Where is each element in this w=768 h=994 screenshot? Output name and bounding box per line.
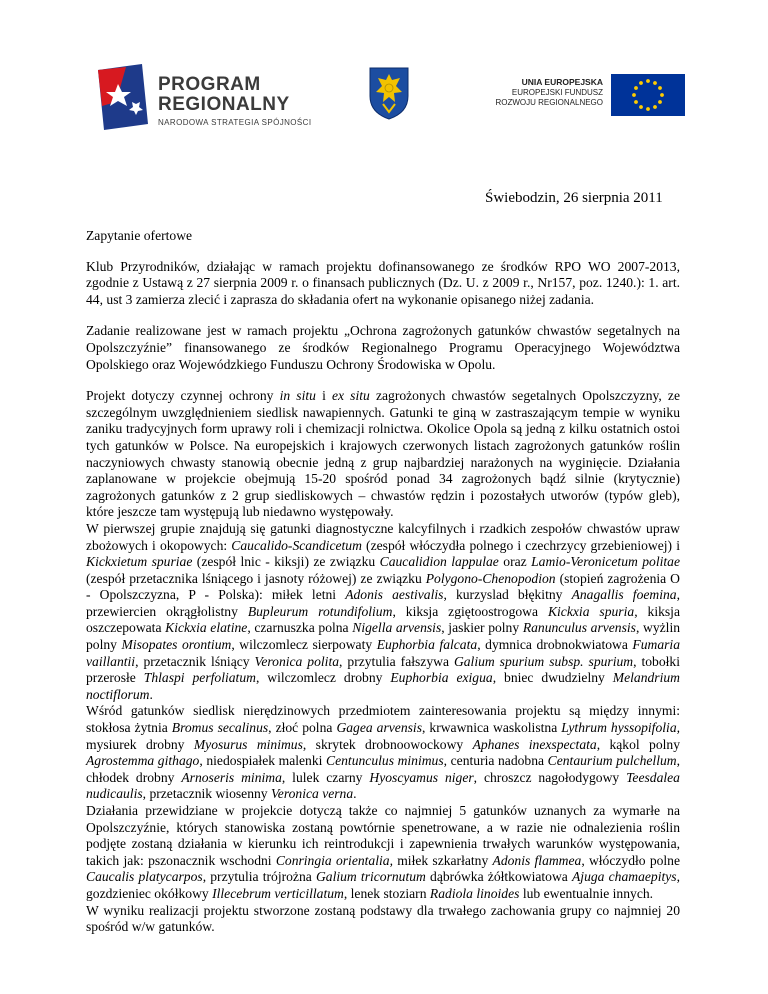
species-name: Ajuga chamaepitys [572, 869, 677, 885]
species-name: Centaurium pulchellum [547, 753, 677, 769]
species-name: Ranunculus arvensis [522, 620, 636, 636]
species-name: Caucalidion lappulae [379, 554, 499, 570]
program-logo-line1: PROGRAM [158, 74, 261, 95]
species-name: Caucalis platycarpos [86, 869, 203, 885]
outcome-paragraph: W wyniku realizacji projektu stworzone zostaną podstawy dla trwałego zachowania grupy co najmniej 20 spośród w/w gatunków. [86, 902, 680, 935]
species-name: Centunculus minimus [326, 753, 444, 769]
document-body [86, 228, 680, 936]
species-name: Kickxia elatine [165, 620, 248, 636]
species-name: Kickxia spuria [547, 603, 635, 619]
species-name: Thlaspi perfoliatum [143, 670, 256, 686]
species-name: Lythrum hyssopifolia, [561, 720, 681, 736]
species-name: Adonis flammea [492, 852, 582, 868]
eu-regional-label: ROZWOJU REGIONALNEGO [495, 98, 603, 107]
non-rendzina-species-paragraph: Wśród gatunków siedlisk nierędzinowych przedmiotem zainteresowania projektu są między innymi: stokłosa żytnia Bromus secalinus, złoć polna Gagea arvensis, krwawnica waskolistna Lythrum hyssopifolia, mysiurek drobny Myosurus minimus, skrytek drobnoowockowy Aphanes inexspectata, kąkol polny Agrostemma githago, niedospiałek malenki Centunculus minimus, centuria nadobna Centaurium pulchellum, chłodek drobny Arnoseris minima, lulek czarny Hyoscyamus niger, chroszcz nagołodygowy Teesdalea nudicaulis, przetacznik wiosenny Veronica verna. [86, 703, 681, 802]
species-name: Teesdalea nudicaulis [86, 769, 680, 802]
species-name: Conringia orientalia, [275, 852, 393, 868]
species-name: Bromus secalinus [171, 720, 269, 736]
species-name: Misopates orontium [121, 637, 232, 653]
species-name: Adonis aestivalis [345, 587, 444, 603]
species-name: Gagea arvensis [336, 720, 422, 736]
species-name: Radiola linoides [429, 885, 520, 901]
species-name: Agrostemma githago [86, 753, 200, 769]
species-name: Hyoscyamus niger [369, 769, 474, 785]
task-paragraph: Zadanie realizowane jest w ramach projektu „Ochrona zagrożonych gatunków chwastów segetalnych na Opolszczyźnie” finansowanego ze środków Regionalnego Programu Operacyjnego Województwa Opolskiego oraz Wojewódzkiego Funduszu Ochrony Środowiska w Opolu. [86, 323, 680, 372]
species-name: Galium tricornutum [315, 869, 426, 885]
species-name: Veronica polita [254, 653, 340, 669]
program-regionalny-logo-icon [96, 62, 152, 132]
extinct-species-paragraph: Działania przewidziane w projekcie dotyczą także co najmniej 5 gatunków uznanych za wymarłe na Opolszczyźnie, których stanowiska zostaną powtórnie spenetrowane, a w razie nie odnalezienia roślin podjęte zostaną działania w kierunku ich reintrodukcji i zapewnienia trwałych warunków występowania, takich jak: pszonacznik wschodni Conringia orientalia, miłek szkarłatny Adonis flammea, włóczydło polne Caucalis platycarpos, przytulia trójrożna Galium tricornutum dąbrówka żółtkowiatowa Ajuga chamaepitys, gozdzieniec okółkowy Illecebrum verticillatum, lenek stoziarn Radiola linoides lub ewentualnie innych. [86, 803, 681, 901]
program-logo-subtitle: NARODOWA STRATEGIA SPÓJNOŚCI [158, 118, 312, 127]
species-name: Nigella arvensis [352, 620, 442, 636]
eu-union-label: UNIA EUROPEJSKA [521, 77, 603, 87]
species-name: Arnoseris minima [181, 769, 282, 785]
project-description-paragraph: Projekt dotyczy czynnej ochrony in situ i ex situ zagrożonych chwastów segetalnych Opolszczyzny, ze szczególnym uwzględnieniem siedlisk nawapiennych. Gatunki te giną w zastraszającym tempie w wyniku zaniku tradycyjnych form uprawy roli i chemizacji rolnictwa. Okolice Opola są jedną z kilku ostatnich ostoi tych gatunków w Polsce. Na europejskich i krajowych czerwonych listach zagrożonych gatunków roślin naczyniowych chwasty stanowią obecnie jedną z grup najbardziej narażonych na wyginięcie. Działania zaplanowane w projekcie obejmują 15-20 spośród ponad 34 zagrożonych bądź silnie (krytycznie) zagrożonych gatunków z 2 grup siedliskowych – chwastów rędzin i pozostałych utworów (typów gleb), które jeszcze tam występują lub niedawno występowały. [86, 388, 680, 520]
species-name: ex situ [331, 388, 370, 404]
species-name: Veronica verna [270, 786, 354, 802]
species-name: Euphorbia falcata [376, 637, 478, 653]
program-regionalny-logo [96, 62, 326, 132]
eu-logo [495, 74, 685, 114]
program-logo-line2: REGIONALNY [158, 94, 290, 115]
eu-flag-icon [611, 74, 685, 116]
eu-fund-label: EUROPEJSKI FUNDUSZ [511, 88, 603, 97]
species-name: Lamio-Veronicetum politae [531, 554, 680, 570]
species-name: Melandrium noctiflorum [86, 670, 680, 702]
species-name: Fumaria vaillantii [86, 637, 680, 669]
species-name: Galium spurium subsp. spurium [453, 653, 634, 669]
species-name: Illecebrum verticillatum [212, 885, 344, 901]
species-name: Myosurus minimus [193, 736, 303, 752]
species-name: Euphorbia exigua [390, 670, 493, 686]
species-name: Kickxietum spuriae [86, 554, 193, 570]
first-group-paragraph: W pierwszej grupie znajdują się gatunki diagnostyczne kalcyfilnych i rzadkich zespołów chwastów upraw zbożowych i okopowych: Caucalido-Scandicetum (zespół włóczydła polnego i czechrzycy grzebieniowej) i Kickxietum spuriae (zespół lnic - kiksji) ze związku Caucalidion lappulae oraz Lamio-Veronicetum politae (zespół przetacznika lśniącego i jasnoty różowej) ze związku Polygono-Chenopodion (stopień zagrożenia O - Opolszczyzna, P - Polska): miłek letni Adonis aestivalis, kurzyslad błękitny Anagallis foemina, przewiercien okrągłolistny Bupleurum rotundifolium, kiksja zgiętoostrogowa Kickxia spuria, kiksja oszczepowata Kickxia elatine, czarnuszka polna Nigella arvensis, jaskier polny Ranunculus arvensis, wyżlin polny Misopates orontium, wilczomlecz sierpowaty Euphorbia falcata, dymnica drobnokwiatowa Fumaria vaillantii, przetacznik lśniący Veronica polita, przytulia fałszywa Galium spurium subsp. spurium, tobołki przerosłe Thlaspi perfoliatum, wilczomlecz drobny Euphorbia exigua, bniec dwudzielny Melandrium noctiflorum. [86, 520, 681, 702]
species-name: Caucalido-Scandicetum [231, 537, 362, 553]
species-name: Anagallis foemina [571, 587, 677, 603]
species-name: Bupleurum rotundifolium [247, 603, 393, 619]
species-name: Polygono-Chenopodion [425, 570, 556, 586]
intro-paragraph: Klub Przyrodników, działając w ramach projektu dofinansowanego ze środków RPO WO 2007-2013, zgodnie z Ustawą z 27 sierpnia 2009 r. o finansach publicznych (Dz. U. z 2009 r., Nr157, poz. 1240.): 1. art. 44, ust 3 zamierza zlecić i zaprasza do składania ofert na wykonanie opisanego niżej zadania. [86, 258, 680, 307]
document-title: Zapytanie ofertowe [86, 228, 193, 243]
species-name: in situ [279, 388, 316, 404]
species-name: Aphanes inexspectata [472, 736, 597, 752]
document-date: Świebodzin, 26 sierpnia 2011 [485, 190, 663, 206]
opole-coat-of-arms-icon [368, 66, 410, 120]
